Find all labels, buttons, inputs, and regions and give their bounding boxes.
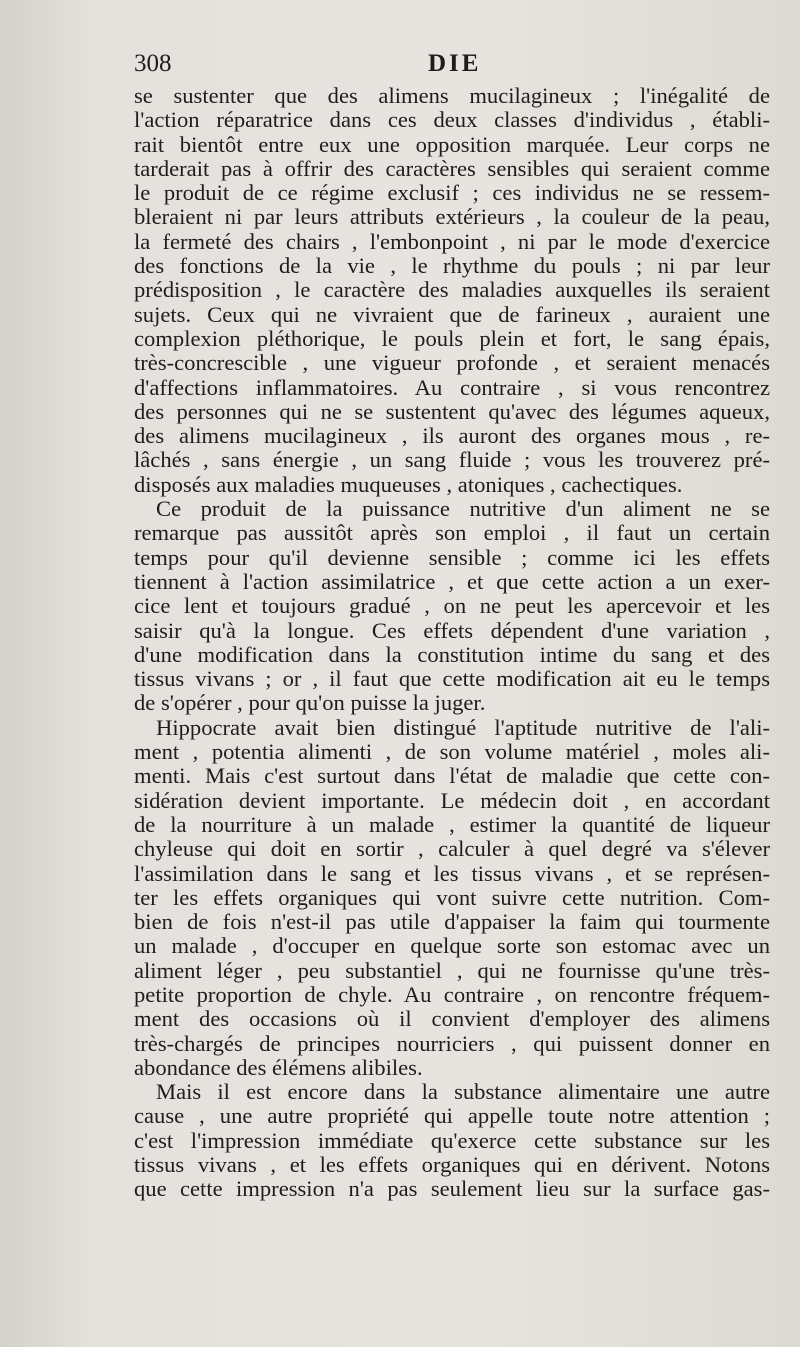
text-line: des personnes qui ne se sustentent qu'avec des légumes aqueux, xyxy=(134,399,770,424)
page-header xyxy=(134,50,774,82)
text-line: complexion pléthorique, le pouls plein et fort, le sang épais, xyxy=(134,326,770,351)
body-text xyxy=(134,84,770,1202)
text-line: lâchés , sans énergie , un sang fluide ; vous les trouverez pré- xyxy=(134,448,770,473)
text-line: cice lent et toujours gradué , on ne peut les apercevoir et les xyxy=(134,594,770,619)
text-line: chyleuse qui doit en sortir , calculer à quel degré va s'élever xyxy=(134,837,770,862)
text-line: le produit de ce régime exclusif ; ces individus ne se ressem- xyxy=(134,181,770,206)
text-line: très-chargés de principes nourriciers , qui puissent donner en xyxy=(134,1031,770,1056)
text-line: menti. Mais c'est surtout dans l'état de maladie que cette con- xyxy=(134,764,770,789)
text-line: un malade , d'occuper en quelque sorte son estomac avec un xyxy=(134,934,770,959)
text-line: l'assimilation dans le sang et les tissus vivans , et se représen- xyxy=(134,861,770,886)
text-line: que cette impression n'a pas seulement lieu sur la surface gas- xyxy=(134,1177,770,1202)
text-line: bien de fois n'est-il pas utile d'appaiser la faim qui tourmente xyxy=(134,910,770,935)
text-line: prédisposition , le caractère des maladies auxquelles ils seraient xyxy=(134,278,770,303)
text-line: des alimens mucilagineux , ils auront des organes mous , re- xyxy=(134,424,770,449)
text-line: Ce produit de la puissance nutritive d'un aliment ne se xyxy=(156,497,770,522)
text-line: sidération devient importante. Le médecin doit , en accordant xyxy=(134,788,770,813)
text-line: la fermeté des chairs , l'embonpoint , ni par le mode d'exercice xyxy=(134,229,770,254)
text-line: ter les effets organiques qui vont suivre cette nutrition. Com- xyxy=(134,885,770,910)
text-line: d'une modification dans la constitution intime du sang et des xyxy=(134,642,770,667)
text-line: Mais il est encore dans la substance alimentaire une autre xyxy=(156,1080,770,1105)
text-line: l'action réparatrice dans ces deux classes d'individus , établi- xyxy=(134,108,770,133)
text-line: de s'opérer , pour qu'on puisse la juger. xyxy=(134,691,486,716)
text-line: petite proportion de chyle. Au contraire , on rencontre fréquem- xyxy=(134,982,770,1007)
text-line: tissus vivans , et les effets organiques qui en dérivent. Notons xyxy=(134,1153,770,1178)
text-line: temps pour qu'il devienne sensible ; comme ici les effets xyxy=(134,545,770,570)
text-line: d'affections inflammatoires. Au contraire , si vous rencontrez xyxy=(134,375,770,400)
text-line: de la nourriture à un malade , estimer la quantité de liqueur xyxy=(134,812,770,837)
text-line: remarque pas aussitôt après son emploi , il faut un certain xyxy=(134,521,770,546)
text-line: très-concrescible , une vigueur profonde , et seraient menacés xyxy=(134,351,770,376)
text-line: tissus vivans ; or , il faut que cette modification ait eu le temps xyxy=(134,667,770,692)
text-line: Hippocrate avait bien distingué l'aptitude nutritive de l'ali- xyxy=(156,715,770,740)
text-line: rait bientôt entre eux une opposition marquée. Leur corps ne xyxy=(134,132,770,157)
text-line: sujets. Ceux qui ne vivraient que de farineux , auraient une xyxy=(134,302,770,327)
running-head: DIE xyxy=(428,50,482,77)
text-line: tiennent à l'action assimilatrice , et que cette action a un exer- xyxy=(134,569,770,594)
text-line: se sustenter que des alimens mucilagineux ; l'inégalité de xyxy=(134,84,770,108)
text-line: ment des occasions où il convient d'employer des alimens xyxy=(134,1007,770,1032)
text-line: des fonctions de la vie , le rhythme du pouls ; ni par leur xyxy=(134,254,770,279)
text-line: disposés aux maladies muqueuses , atoniques , cachectiques. xyxy=(134,472,683,497)
text-line: tarderait pas à offrir des caractères sensibles qui seraient comme xyxy=(134,156,770,181)
text-line: abondance des élémens alibiles. xyxy=(134,1055,423,1080)
page-number: 308 xyxy=(134,50,172,77)
text-line: aliment léger , peu substantiel , qui ne fournisse qu'une très- xyxy=(134,958,770,983)
text-line: c'est l'impression immédiate qu'exerce cette substance sur les xyxy=(134,1128,770,1153)
text-line: cause , une autre propriété qui appelle toute notre attention ; xyxy=(134,1104,770,1129)
text-line: bleraient ni par leurs attributs extérieurs , la couleur de la peau, xyxy=(134,205,770,230)
text-line: ment , potentia alimenti , de son volume matériel , moles ali- xyxy=(134,740,770,765)
text-line: saisir qu'à la longue. Ces effets dépendent d'une variation , xyxy=(134,618,770,643)
